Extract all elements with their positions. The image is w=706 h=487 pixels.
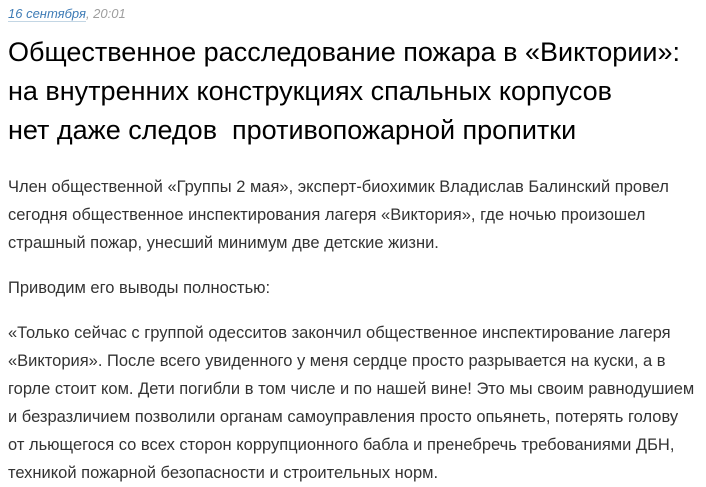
title-line-3: нет даже следов противопожарной пропитки <box>8 115 577 145</box>
paragraph-lead: Член общественной «Группы 2 мая», эксперт-биохимик Владислав Балинский провел сегодня общественное инспектирования лагеря «Виктория», где ночью произошел страшный пожар, унесший минимум две детские жизни. <box>8 178 669 252</box>
paragraph-quote: «Только сейчас с группой одесситов закончил общественное инспектирование лагеря «Виктория». После всего увиденного у меня сердце просто разрывается на куски, а в горле стоит ком. Дети погибли в том числе и по нашей вине! Это мы своим равнодушием и безразличием позволили органам самоуправления просто опьянеть, потерять голову от льющегося со всех сторон коррупционного бабла и пренебречь требованиями ДБН, техникой пожарной безопасности и строительных норм. <box>8 324 695 482</box>
article-title <box>8 33 698 150</box>
article-body <box>8 173 698 487</box>
title-line-2: на внутренних конструкциях спальных корпусов <box>8 76 612 106</box>
publish-date-link[interactable]: 16 сентября <box>8 6 86 21</box>
paragraph-intro-quote: Приводим его выводы полностью: <box>8 279 271 297</box>
article-meta <box>8 6 698 22</box>
publish-time: , 20:01 <box>85 6 126 21</box>
title-line-1: Общественное расследование пожара в «Виктории»: <box>8 37 681 67</box>
